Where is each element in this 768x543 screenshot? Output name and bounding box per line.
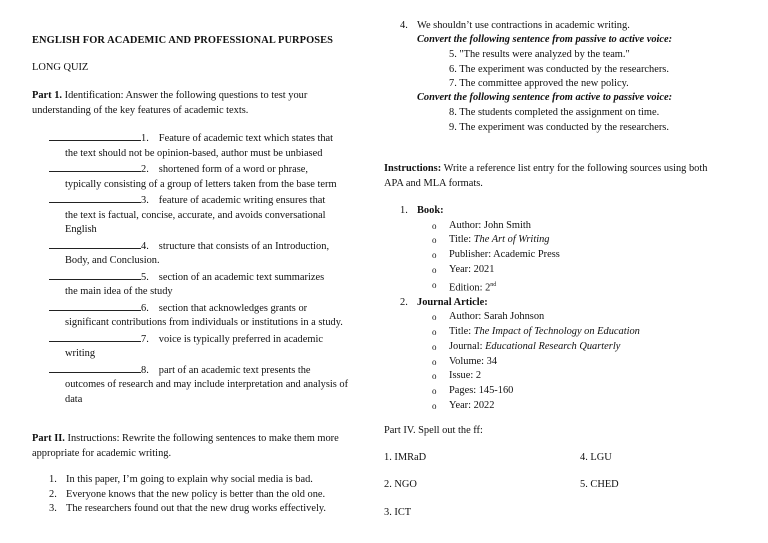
bullet-icon: o bbox=[432, 279, 437, 290]
identification-item: 5. section of an academic text summarizes the main idea of the study bbox=[49, 269, 353, 300]
bullet-icon: o bbox=[432, 312, 437, 323]
acronym-item: 3. ICT bbox=[384, 507, 412, 518]
list-item: 5. "The results were analyzed by the team." bbox=[449, 49, 630, 60]
passive-heading: Convert the following sentence from passive to active voice: bbox=[417, 34, 673, 45]
list-item: o Author: John Smith bbox=[384, 219, 734, 234]
answer-blank[interactable] bbox=[49, 130, 141, 141]
part2-label: Part II. bbox=[32, 433, 65, 444]
list-item: o Author: Sarah Johnson bbox=[384, 310, 734, 325]
answer-blank[interactable] bbox=[49, 300, 141, 311]
list-item: 8. The students completed the assignment on time. bbox=[449, 107, 660, 118]
answer-blank[interactable] bbox=[49, 269, 141, 280]
bullet-icon: o bbox=[432, 356, 437, 367]
acronym-item: 2. NGO bbox=[384, 479, 417, 490]
answer-blank[interactable] bbox=[49, 331, 141, 342]
bullet-icon: o bbox=[432, 250, 437, 261]
bullet-icon: o bbox=[432, 327, 437, 338]
bullet-icon: o bbox=[432, 264, 437, 275]
book-heading: 1. Book: bbox=[400, 205, 444, 216]
document-title: ENGLISH FOR ACADEMIC AND PROFESSIONAL PURPOSES bbox=[32, 35, 334, 46]
bullet-icon: o bbox=[432, 371, 437, 382]
part2-list bbox=[32, 473, 352, 517]
list-item: 6. The experiment was conducted by the researchers. bbox=[449, 63, 669, 75]
active-heading: Convert the following sentence from active to passive voice: bbox=[417, 92, 673, 103]
list-item: 4. We shouldn’t use contractions in academic writing. bbox=[400, 20, 630, 31]
acronym-item: 1. IMRaD bbox=[384, 452, 427, 463]
identification-item: 7. voice is typically preferred in academic writing bbox=[49, 331, 353, 362]
list-item: o Year: 2021 bbox=[384, 263, 734, 278]
answer-blank[interactable] bbox=[49, 238, 141, 249]
bullet-icon: o bbox=[432, 220, 437, 231]
part4-heading: Part IV. Spell out the ff: bbox=[384, 425, 483, 436]
identification-item: 4. structure that consists of an Introduction, Body, and Conclusion. bbox=[49, 238, 353, 269]
reference-list bbox=[384, 204, 734, 413]
bullet-icon: o bbox=[432, 341, 437, 352]
acronym-item: 4. LGU bbox=[580, 452, 612, 463]
identification-item: 3. feature of academic writing ensures that the text is factual, concise, accurate, and avoids conversational English bbox=[49, 192, 353, 238]
identification-list bbox=[49, 130, 353, 407]
passive-list bbox=[449, 48, 669, 92]
list-item: 3. The researchers found out that the new drug works effectively. bbox=[49, 503, 326, 514]
list-item: 2. Everyone knows that the new policy is better than the old one. bbox=[49, 488, 326, 500]
part1-instructions bbox=[32, 89, 348, 118]
bullet-icon: o bbox=[432, 385, 437, 396]
bullet-icon: o bbox=[432, 235, 437, 246]
list-item: o Pages: 145-160 bbox=[384, 384, 734, 399]
identification-item: 8. part of an academic text presents the outcomes of research and may include interpretation and analysis of data bbox=[49, 362, 353, 408]
part2-text: Instructions: Rewrite the following sentences to make them more appropriate for academic writing. bbox=[32, 433, 339, 459]
quiz-subtitle: LONG QUIZ bbox=[32, 62, 89, 73]
answer-blank[interactable] bbox=[49, 362, 141, 373]
identification-item: 1. Feature of academic text which states that the text should not be opinion-based, author must be unbiased bbox=[49, 130, 353, 161]
list-item: o Edition: 2nd bbox=[432, 279, 497, 293]
acronym-item: 5. CHED bbox=[580, 479, 619, 490]
list-item: o Volume: 34 bbox=[384, 355, 734, 370]
journal-heading: 2. Journal Article: bbox=[400, 296, 488, 308]
list-item: 9. The experiment was conducted by the researchers. bbox=[449, 121, 669, 133]
identification-item: 6. section that acknowledges grants or significant contributions from individuals or institutions in a study. bbox=[49, 300, 353, 331]
bullet-icon: o bbox=[432, 400, 437, 411]
list-item: o Title: The Art of Writing bbox=[384, 233, 734, 248]
list-item: 7. The committee approved the new policy. bbox=[449, 78, 629, 89]
identification-item: 2. shortened form of a word or phrase, typically consisting of a group of letters taken from the base term bbox=[49, 161, 353, 192]
list-item: 1. In this paper, I’m going to explain why social media is bad. bbox=[49, 474, 313, 485]
part3-instructions bbox=[384, 162, 714, 191]
answer-blank[interactable] bbox=[49, 161, 141, 172]
part2-instructions bbox=[32, 432, 348, 461]
active-list bbox=[449, 106, 669, 135]
list-item: o Journal: Educational Research Quarterly bbox=[384, 340, 734, 355]
list-item: o Issue: 2 bbox=[384, 369, 734, 384]
list-item: o Publisher: Academic Press bbox=[384, 248, 734, 263]
list-item: o Year: 2022 bbox=[384, 399, 734, 414]
part1-label: Part 1. bbox=[32, 90, 63, 101]
answer-blank[interactable] bbox=[49, 192, 141, 203]
list-item: o Title: The Impact of Technology on Education bbox=[384, 325, 734, 340]
part1-text: Identification: Answer the following questions to test your understanding of the key features of academic texts. bbox=[32, 90, 308, 116]
instructions-label: Instructions: bbox=[384, 163, 442, 174]
instructions-text: Write a reference list entry for the following sources using both APA and MLA formats. bbox=[384, 163, 708, 189]
